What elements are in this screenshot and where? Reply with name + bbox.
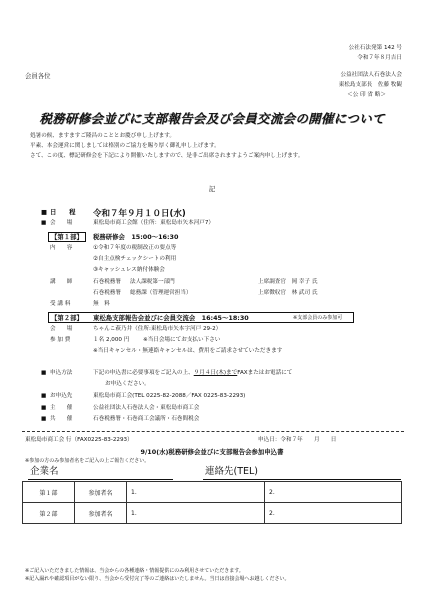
participant-1-cell[interactable]: 1. [127, 503, 265, 524]
lecturer1-office: 石巻税務署 [93, 279, 121, 285]
part1-title: 税務研修会 15:00～16:30 [93, 233, 179, 241]
cohost-value: 石巻税務署・石巻商工会議所・石巻間税会 [93, 416, 200, 422]
apply-text-pre: 下記の申込書に必要事項をご記入の上、 [93, 370, 194, 376]
part2-venue-label: 会 場 [50, 326, 73, 332]
part2-fee-label: 参 加 費 [50, 337, 71, 343]
registration-table [22, 481, 402, 524]
label-cell: 参加者名 [75, 503, 127, 524]
part1-item-3: ③キャッシュレス納付体験会 [93, 267, 165, 273]
host-value: 公益社団法人石巻法人会・東松島市商工会 [93, 405, 200, 411]
lecturer2-dept: 総務課（管理運営担当） [130, 290, 192, 296]
part-cell: 第２部 [23, 503, 75, 524]
part2-fee-note: ※当日会場にてお支払い下さい [143, 337, 221, 343]
document-number: 公社石法発第 142 号 [348, 45, 402, 51]
date-bullet: ■ [41, 208, 48, 216]
form-date-label: 申込日：令和７年 月 日 [258, 437, 337, 443]
cut-line [22, 431, 404, 432]
seal-note: ＜公 印 省 略＞ [347, 92, 386, 98]
event-date: 令和７年９月１０日(水) [93, 209, 186, 219]
cohost-bullet: ■ [41, 416, 47, 422]
part-cell: 第１部 [23, 482, 75, 503]
label-cell: 参加者名 [75, 482, 127, 503]
date-label: 日 程 [50, 208, 76, 216]
company-line[interactable] [28, 479, 173, 480]
part2-title: 東松島支部報告会並びに会員交流会 16:45～18:30 [93, 314, 249, 322]
footer-note-2: ※記入漏れや確認項目がない限り、当会から受付完了等のご連絡はいたしません。当日は直接会場へお越しください。 [25, 576, 290, 582]
document-date: 令和７年８月吉日 [357, 55, 402, 61]
apply-bullet: ■ [41, 370, 47, 376]
apply-label: 申込方法 [50, 370, 73, 376]
lecturer1-name: 上席調査官 岡 幸子 氏 [258, 279, 318, 285]
greeting-line-2: 平素、本会運営に関しましては格別のご協力を賜り厚く御礼申し上げます。 [30, 143, 220, 149]
part1-lecturer-label: 講 師 [50, 279, 73, 285]
contact-value: 東松島市商工会(TEL 0225-82-2088／FAX 0225-83-2293) [93, 393, 246, 399]
lecturer2-name: 上席徴収官 林 武司 氏 [258, 290, 318, 296]
venue-bullet: ■ [41, 220, 47, 226]
part2-venue-value: ちゃんこ萩乃井（住所:東松島市矢本字河戸 29-2） [93, 326, 222, 332]
part1-fee-label: 受 講 料 [50, 301, 71, 307]
recipient: 会員各位 [25, 72, 51, 80]
participant-2-cell[interactable]: 2. [265, 503, 402, 524]
participant-2-cell[interactable]: 2. [265, 482, 402, 503]
company-label: 企業名 [30, 466, 59, 477]
part1-fee-value: 無 料 [93, 301, 110, 307]
part1-label: 【第１部】 [48, 232, 86, 242]
host-bullet: ■ [41, 405, 47, 411]
lecturer2-office: 石巻税務署 [93, 290, 121, 296]
cohost-label: 共 催 [50, 416, 73, 422]
apply-deadline: ９月４日(木)まで [193, 370, 238, 376]
sender-org: 公益社団法人石巻法人会 [340, 72, 402, 78]
footer-note-1: ※ご記入いただきました情報は、当会からの各種連絡・情報提供にのみ利用させていただきます。 [25, 568, 244, 574]
form-addressee: 東松島市商工会 行（FAX0225-83-2293） [25, 437, 133, 443]
part2-member-note: ※支部会員のみ参加可 [293, 315, 343, 321]
apply-text [93, 370, 292, 377]
table-row [23, 503, 402, 524]
form-title: 9/10(水)税務研修会並びに支部報告会参加申込書 [140, 448, 284, 456]
ki-heading: 記 [208, 185, 216, 193]
lecturer1-dept: 法人課税第一部門 [130, 279, 175, 285]
page-title: 税務研修会並びに支部報告会及び会員交流会の開催について [39, 111, 385, 126]
apply-text-post: FAXまたはお電話にて [237, 370, 293, 376]
table-row [23, 482, 402, 503]
sender-name: 東松島支部長 佐藤 牧観 [338, 82, 402, 88]
host-label: 主 催 [50, 405, 73, 411]
part2-label: 【第２部】 [51, 314, 83, 322]
venue-value: 東松島市商工会館（住所：東松島市矢本河戸7） [93, 220, 215, 226]
venue-label: 会 場 [50, 220, 73, 226]
tel-line[interactable] [203, 479, 401, 480]
part2-header-box [48, 312, 354, 323]
part2-fee-value: １名 2,000 円 [93, 337, 130, 343]
part2-cancel-note: ※当日キャンセル・無連絡キャンセルは、費用をご請求させていただきます [93, 348, 283, 354]
greeting-line-1: 処暑の候、ますますご隆昌のこととお慶び申し上げます。 [30, 133, 175, 139]
contact-label: お申込先 [50, 393, 73, 399]
part1-item-1: ①令和７年度の税制改正の要点等 [93, 245, 177, 251]
apply-text-2: お申込ください。 [105, 381, 150, 387]
tel-label: 連絡先(TEL) [205, 466, 259, 477]
part1-item-2: ②自主点検チェックシートの利用 [93, 256, 177, 262]
contact-bullet: ■ [41, 393, 47, 399]
greeting-line-3: さて、この度、標記研修会を下記により開催いたしますので、是非ご出席されますようご案内申し上げます。 [30, 153, 304, 159]
participant-1-cell[interactable]: 1. [127, 482, 265, 503]
form-note: ※参加の方のみ参加者名をご記入の上ご報告ください。 [25, 458, 150, 464]
part1-content-label: 内 容 [50, 245, 73, 251]
